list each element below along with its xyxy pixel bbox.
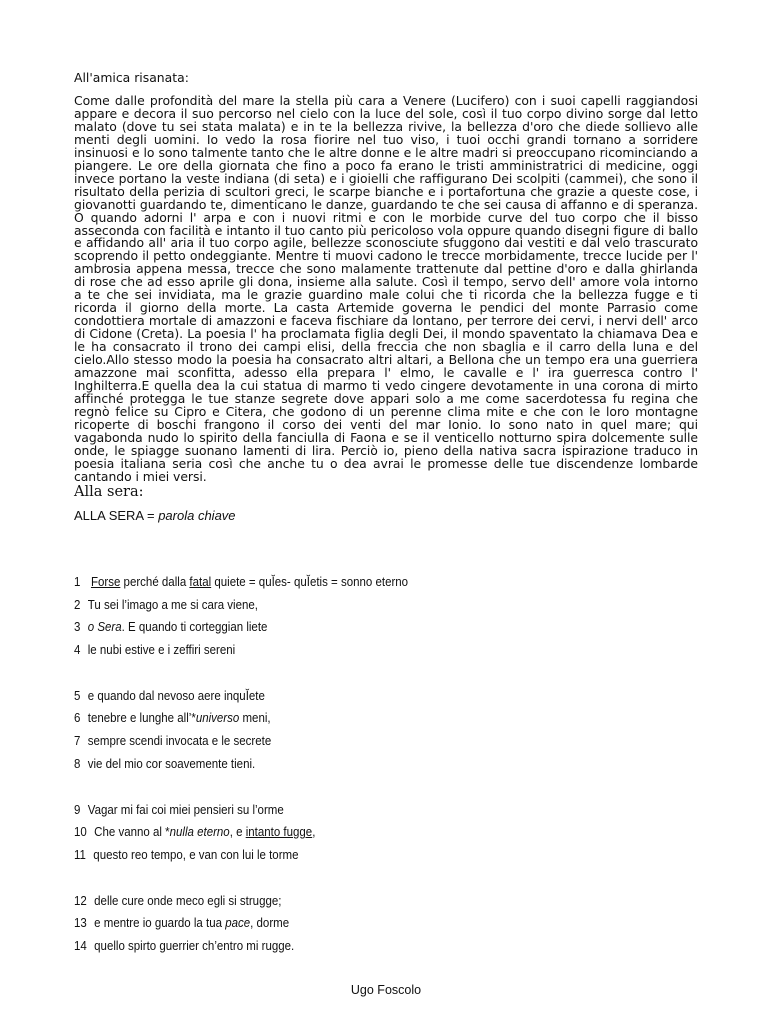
italic-word: o Sera xyxy=(87,620,122,635)
line-number: 13 xyxy=(74,916,87,931)
keyword-label: ALLA SERA = xyxy=(74,508,159,523)
section-title: Alla sera: xyxy=(74,484,144,500)
verse-text: , dorme xyxy=(250,916,290,931)
underlined-word: Forse xyxy=(90,575,121,589)
line-number: 14 xyxy=(74,938,87,953)
verse-text: le nubi estive e i zeffiri sereni xyxy=(87,643,236,658)
verse-line xyxy=(74,710,644,733)
verse-text: sempre scendi invocata e le secrete xyxy=(87,734,272,749)
keyword-value: parola chiave xyxy=(158,508,236,523)
stanza-4 xyxy=(74,893,644,961)
poem xyxy=(74,574,644,984)
stanza-1 xyxy=(74,574,644,665)
line-number: 8 xyxy=(74,756,81,771)
verse-text: , xyxy=(312,825,316,840)
verse-line xyxy=(74,688,644,711)
line-number: 2 xyxy=(74,597,81,612)
stanza-3 xyxy=(74,802,644,870)
line-number: 4 xyxy=(74,643,81,658)
verse-line xyxy=(74,915,644,938)
verse-text: e mentre io guardo la tua xyxy=(94,916,226,931)
prose-paragraph: Come dalle profondità del mare la stella più cara a Venere (Lucifero) con i suoi capelli raggiandosi appare e decora il suo percorso nel cielo con la luce del sole, così il tuo corpo divino sorge dal letto malato (dove tu sei stata malata) e in te la bellezza rivive, la bellezza d'oro che diede sollievo alle menti degli uomini. Io vedo la rosa fiorire nel tuo viso, i tuoi occhi grandi tornano a sorridere insinuosi e lo sono talmente tanto che le altre donne e le altre madri si preoccupano ricominciando a piangere. Le ore della giornata che fino a poco fa erano le tristi amministratrici di medicine, oggi invece portano la veste indiana (di seta) e i gioielli che raffigurano Dei scolpiti (cammei), che sono il risultato della perizia di scultori greci, le scarpe bianche e i portafortuna che grazie a queste cose, i giovanotti guardando te, dimenticano le danze, guardando te che sei causa di affanno e di speranza. O quando adorni l' arpa e con i nuovi ritmi e con le morbide curve del tuo corpo che il bisso asseconda con facilità e intanto il tuo canto più pericoloso vola oppure quando disegni figure di ballo e affidando all' aria il tuo corpo agile, bellezze sconosciute sfuggono dai vestiti e dal velo trascurato scoprendo il petto ondeggiante. Mentre ti muovi cadono le trecce morbidamente, trecce lucide per l' ambrosia appena messa, trecce che sono malamente trattenute dal pettine d'oro e dalla ghirlanda di rose che ad esso aprile gli dona, insieme alla salute. Così il tempo, servo dell' amore vola intorno a te che sei invidiata, ma le grazie guardino male colui che ti ricorda che la bellezza fugge e ti ricorda il giorno della morte. La casta Artemide governa le pendici del monte Parrasio come condottiera mortale di amazzoni e faceva fischiare da lontano, per terrore dei cervi, i nervi dell' arco di Cidone (Creta). La poesia l' ha proclamata figlia degli Dei, il mondo spaventato la chiamava Dea e le ha consacrato il trono dei campi elisi, della freccia che non sbaglia e il carro della luna e del cielo.Allo stesso modo la poesia ha consacrato altri altari, a Bellona che un tempo era una guerriera amazzone mai sconfitta, adesso ella prepara l' elmo, le cavalle e l' ira guerresca contro l' Inghilterra.E quella dea la cui statua di marmo ti vedo cingere devotamente in una corona di mirto affinché protegga le tue stanze segrete dove appari solo a me come sacerdotessa fu regina che regnò felice su Cipro e Citera, che godono di un perenne clima mite e che con le loro montagne ricoperte di boschi frangono il corso dei venti del mar Ionio. Io sono nato in quel mare; qui vagabonda nudo lo spirito della fanciulla di Faona e se il venticello notturno spira dolcemente sulle onde, le spiagge suonano lamenti di lira. Perciò io, pieno della nativa sacra ispirazione traduco in poesia italiana seria così che anche tu o dea avrai le promesse delle tue discendenze lombarde cantando i miei versi. xyxy=(74,93,698,484)
italic-word: nulla eterno xyxy=(169,825,230,840)
verse-text: questo reo tempo, e van con lui le torme xyxy=(93,847,299,862)
verse-text: . E quando ti corteggian liete xyxy=(121,620,268,635)
verse-line xyxy=(74,756,644,779)
verse-text: , e xyxy=(229,825,246,840)
verse-text: quiete = quĬes- quĬetis = sonno eterno xyxy=(211,575,409,589)
underlined-word: intanto fugge xyxy=(245,825,313,840)
verse-line xyxy=(74,847,644,870)
verse-text: e quando dal nevoso aere inquĬete xyxy=(87,688,265,703)
verse-line xyxy=(74,824,644,847)
verse-line xyxy=(74,642,644,665)
verse-line xyxy=(74,597,644,620)
verse-text: Tu sei l’imago a me si cara viene, xyxy=(87,597,258,612)
verse-text: tenebre e lunghe all’* xyxy=(87,711,196,726)
line-number: 11 xyxy=(74,847,86,862)
salutation: All'amica risanata: xyxy=(74,70,189,85)
line-number: 5 xyxy=(74,688,81,703)
verse-line xyxy=(74,574,644,597)
verse-text: quello spirto guerrier ch’entro mi rugge. xyxy=(94,938,295,953)
italic-word: pace xyxy=(225,916,251,931)
line-number: 6 xyxy=(74,711,81,726)
verse-text: Che vanno al * xyxy=(94,825,170,840)
document-page xyxy=(74,0,698,1024)
stanza-2 xyxy=(74,688,644,779)
verse-line xyxy=(74,733,644,756)
verse-text: meni, xyxy=(239,711,271,726)
line-number: 7 xyxy=(74,734,81,749)
line-number: 1 xyxy=(74,575,81,589)
italic-word: universo xyxy=(195,711,240,726)
verse-text: perché dalla xyxy=(120,575,190,589)
underlined-word: fatal xyxy=(189,575,212,589)
line-number: 3 xyxy=(74,620,81,635)
verse-text: vie del mio cor soavemente tieni. xyxy=(87,756,256,771)
author-signature: Ugo Foscolo xyxy=(350,983,422,997)
verse-line xyxy=(74,802,644,825)
line-number: 12 xyxy=(74,893,87,908)
line-number: 10 xyxy=(74,825,87,840)
keyword-line xyxy=(74,508,236,524)
verse-text: Vagar mi fai coi miei pensieri su l’orme xyxy=(87,802,284,817)
verse-line xyxy=(74,893,644,916)
verse-line xyxy=(74,938,644,961)
verse-text: delle cure onde meco egli si strugge; xyxy=(94,893,282,908)
verse-line xyxy=(74,619,644,642)
line-number: 9 xyxy=(74,802,81,817)
